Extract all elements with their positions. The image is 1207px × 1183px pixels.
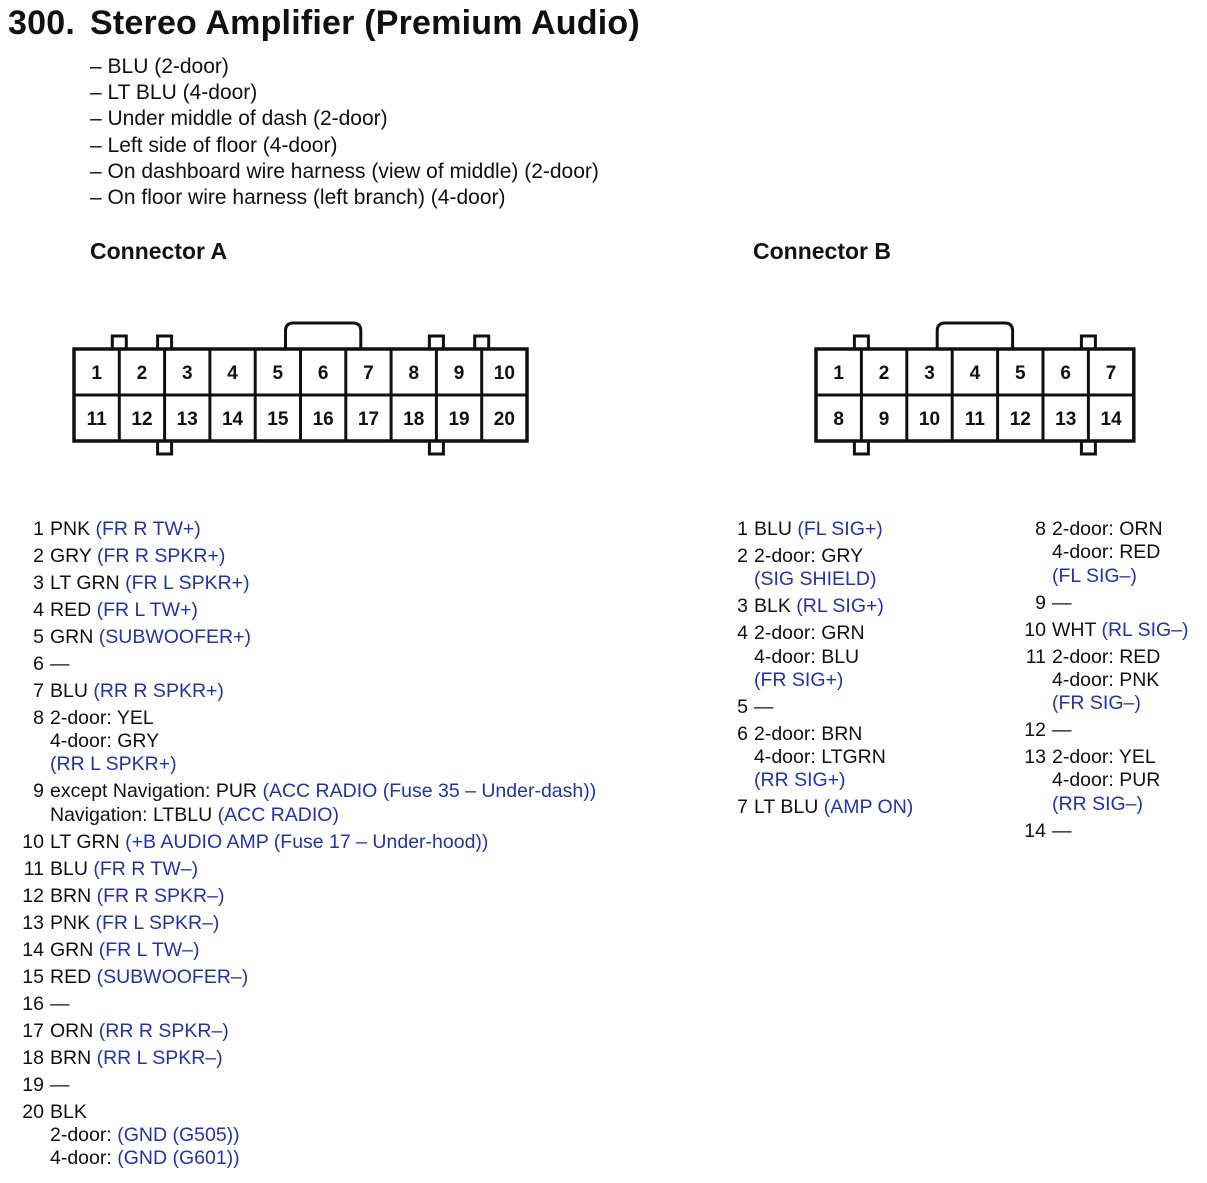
pin-entry (1020, 820, 1189, 843)
pin-description (748, 595, 884, 618)
wire-color: 2-door: (50, 1123, 112, 1146)
note-item: – BLU (2-door) (90, 55, 229, 78)
pin-entry (18, 572, 596, 595)
pin-entry (18, 858, 596, 881)
pin-description (748, 518, 883, 541)
signal-name: (ACC RADIO) (217, 803, 339, 826)
note-item: – On dashboard wire harness (view of middle) (2-door) (90, 159, 599, 183)
pin-number: 4 (33, 598, 44, 621)
connector-latch (937, 323, 1012, 349)
signal-name: (+B AUDIO AMP (Fuse 17 – Under-hood)) (125, 830, 489, 853)
pin-line (50, 572, 250, 595)
pin-description (1046, 592, 1072, 615)
pin-line (754, 545, 876, 568)
pin-entry (1020, 518, 1189, 588)
pin-number: 11 (23, 857, 44, 880)
pin-line (50, 599, 198, 622)
pin-entry (722, 723, 913, 793)
signal-name: (RR R SPKR+) (93, 679, 224, 702)
pin-line (50, 1124, 240, 1147)
signal-name: (FR L SPKR+) (125, 571, 250, 594)
pin-line (50, 831, 488, 854)
cavity-number: 16 (312, 409, 334, 430)
signal-name: (GND (G601)) (117, 1147, 240, 1170)
pin-description (44, 1047, 223, 1070)
cavity-number: 7 (363, 363, 374, 384)
pin-number: 8 (1035, 518, 1046, 540)
pin-line (50, 730, 177, 753)
cavity-number: 12 (131, 409, 153, 430)
pin-number: 2 (33, 544, 44, 567)
pin-number: 12 (1024, 719, 1046, 742)
cavity-number: 4 (969, 363, 981, 384)
pin-line (754, 518, 883, 541)
pin-entry (18, 653, 596, 676)
pin-number: 7 (33, 679, 44, 702)
component-number: 300. (8, 4, 75, 42)
pin-line (50, 1101, 240, 1124)
pin-description (748, 622, 865, 692)
pin-number: 6 (737, 722, 748, 745)
pin-number: 5 (33, 625, 44, 648)
pin-description (1046, 619, 1189, 642)
pin-description (748, 545, 876, 592)
pin-number: 1 (737, 518, 748, 540)
signal-name: (RL SIG+) (796, 595, 884, 618)
pin-line (50, 680, 224, 703)
pin-description (44, 1020, 229, 1043)
pin-entry (18, 626, 596, 649)
wire-color: LT GRN (50, 830, 120, 853)
pin-line (754, 696, 774, 719)
pin-description (44, 780, 596, 827)
cavity-number: 14 (221, 409, 244, 430)
pin-entry (722, 622, 913, 692)
pin-line (1052, 646, 1160, 669)
connector-b-diagram (0, 0, 1207, 470)
pin-description (1046, 746, 1160, 816)
signal-name: (RR L SPKR+) (50, 753, 177, 776)
pin-description (44, 939, 200, 962)
pin-description (44, 572, 250, 595)
wire-color: LT GRN (50, 571, 120, 594)
component-name: Stereo Amplifier (Premium Audio) (90, 4, 640, 42)
pin-line (50, 1074, 70, 1097)
pin-line (50, 939, 200, 962)
pin-entry (1020, 619, 1189, 642)
signal-name: (FR L SPKR–) (95, 911, 220, 934)
cavity-number: 13 (1055, 409, 1077, 430)
pin-line (50, 780, 596, 803)
pin-description (44, 885, 224, 908)
pin-line (754, 622, 865, 645)
pin-entry (18, 707, 596, 777)
pin-entry (18, 599, 596, 622)
pin-number: 9 (1035, 591, 1046, 614)
wire-color: Navigation: LTBLU (50, 803, 218, 826)
signal-name: (GND (G505)) (117, 1123, 240, 1146)
cavity-number: 19 (448, 409, 470, 430)
pin-line (754, 646, 865, 669)
connector-a-pin-list (18, 518, 596, 1174)
signal-name: (FR L TW+) (96, 598, 198, 621)
pin-line (50, 966, 248, 989)
pin-line (50, 804, 596, 827)
wire-color: except Navigation: PUR (50, 780, 258, 803)
pin-line (50, 653, 70, 676)
cavity-number: 8 (833, 409, 844, 430)
wire-color: 4-door: GRY (50, 730, 160, 753)
wire-color: 4-door: (50, 1147, 112, 1170)
signal-name: (RR R SPKR–) (98, 1019, 229, 1042)
pin-entry (18, 1020, 596, 1043)
pin-entry (722, 518, 913, 541)
wire-color: — (1052, 719, 1072, 742)
pin-description (1046, 646, 1160, 716)
pin-number: 5 (737, 695, 748, 718)
pin-entry (18, 831, 596, 854)
pin-entry (722, 796, 913, 819)
pin-description (1046, 820, 1072, 843)
wire-color: GRN (50, 625, 94, 648)
signal-name: (SUBWOOFER+) (98, 625, 251, 648)
pin-line (1052, 692, 1160, 715)
signal-name: (FL SIG+) (797, 518, 883, 540)
pin-line (754, 746, 886, 769)
cavity-number: 3 (181, 363, 193, 384)
pin-line (754, 796, 913, 819)
signal-name: (FR R TW–) (93, 857, 199, 880)
pin-number: 18 (22, 1046, 44, 1069)
pin-entry (722, 545, 913, 592)
pin-description (44, 993, 70, 1016)
pin-line (1052, 592, 1072, 615)
wire-color: BLU (50, 679, 88, 702)
wire-color: 2-door: ORN (1052, 518, 1163, 540)
wire-color: 4-door: BLU (754, 645, 860, 668)
pin-line (50, 545, 225, 568)
pin-number: 3 (33, 571, 44, 594)
pin-entry (1020, 719, 1189, 742)
pin-number: 14 (1024, 819, 1046, 842)
pin-number: 17 (22, 1019, 44, 1042)
signal-name: (FR R SPKR+) (96, 544, 226, 567)
wire-color: 4-door: PUR (1052, 769, 1161, 792)
wire-color: PNK (50, 518, 91, 540)
signal-name: (RR SIG+) (754, 769, 846, 792)
wire-color: BLU (754, 518, 792, 540)
pin-number: 3 (737, 595, 748, 618)
pin-description (748, 696, 774, 719)
pin-line (1052, 518, 1163, 541)
pin-number: 10 (22, 830, 44, 853)
pin-entry (18, 966, 596, 989)
pin-description (44, 599, 198, 622)
signal-name: (SUBWOOFER–) (96, 965, 249, 988)
pin-line (1052, 541, 1163, 564)
pin-line (50, 707, 177, 730)
pin-number: 4 (737, 622, 748, 645)
pin-entry (18, 993, 596, 1016)
wire-color: ORN (50, 1019, 94, 1042)
signal-name: (AMP ON) (823, 796, 914, 819)
cavity-number: 8 (408, 363, 420, 384)
pin-number: 9 (33, 780, 44, 803)
pin-line (50, 993, 70, 1016)
pin-entry (18, 912, 596, 935)
pin-line (1052, 669, 1160, 692)
wire-color: BLK (50, 1100, 87, 1123)
pin-line (1052, 565, 1163, 588)
pin-entry (1020, 646, 1189, 716)
wire-color: RED (50, 598, 92, 621)
pin-entry (18, 518, 596, 541)
note-item: – On floor wire harness (left branch) (4-door) (90, 186, 506, 210)
wire-color: 4-door: RED (1052, 541, 1161, 564)
pin-description (44, 966, 248, 989)
pin-line (50, 912, 219, 935)
wire-color: 2-door: BRN (754, 722, 863, 745)
signal-name: (FR L TW–) (98, 938, 200, 961)
signal-name: (FR R SPKR–) (96, 884, 225, 907)
wire-color: BLK (754, 595, 791, 618)
wire-color: — (50, 992, 70, 1015)
cavity-number: 3 (924, 363, 935, 384)
wire-color: BRN (50, 884, 92, 907)
pin-number: 20 (22, 1100, 44, 1123)
pin-number: 1 (33, 518, 44, 540)
pin-description (1046, 518, 1163, 588)
wire-color: — (1052, 819, 1072, 842)
pin-number: 8 (33, 706, 44, 729)
pin-description (748, 796, 913, 819)
pin-description (44, 707, 177, 777)
pin-number: 14 (22, 938, 44, 961)
connector-b-pin-list-right (1020, 518, 1189, 847)
cavity-number: 9 (878, 409, 890, 430)
cavity-number: 11 (86, 409, 107, 430)
cavity-number: 10 (493, 363, 515, 384)
signal-name: (FR R TW+) (95, 518, 201, 540)
pin-description (44, 858, 198, 881)
pin-line (50, 1147, 240, 1170)
pin-entry (18, 1101, 596, 1171)
cavity-number: 20 (493, 409, 515, 430)
pin-line (1052, 619, 1189, 642)
pin-entry (18, 1047, 596, 1070)
wire-color: LT BLU (754, 796, 819, 819)
cavity-number: 18 (403, 409, 425, 430)
pin-description (44, 545, 225, 568)
pin-entry (1020, 746, 1189, 816)
wire-color: 2-door: RED (1052, 645, 1161, 668)
signal-name: (SIG SHIELD) (754, 568, 877, 591)
cavity-number: 7 (1105, 363, 1117, 384)
pin-entry (18, 545, 596, 568)
pin-line (50, 626, 251, 649)
cavity-number: 5 (1015, 363, 1026, 384)
wire-color: 2-door: GRN (754, 622, 865, 645)
pin-line (50, 858, 198, 881)
wire-color: PNK (50, 911, 91, 934)
pin-line (50, 1047, 223, 1070)
signal-name: (RR SIG–) (1052, 792, 1144, 815)
connector-b-title: Connector B (753, 238, 891, 264)
pin-entry (722, 595, 913, 618)
pin-description (44, 518, 201, 541)
pin-description (44, 1074, 70, 1097)
pin-number: 2 (737, 544, 748, 567)
pin-number: 12 (22, 884, 44, 907)
cavity-number: 14 (1100, 409, 1122, 430)
signal-name: (FR SIG–) (1052, 692, 1141, 715)
pin-description (44, 653, 70, 676)
pin-number: 13 (1024, 746, 1046, 769)
wire-color: 2-door: GRY (754, 544, 864, 567)
note-item: – Under middle of dash (2-door) (90, 107, 388, 131)
pin-line (50, 753, 177, 776)
pin-line (50, 885, 224, 908)
pin-description (44, 626, 251, 649)
pin-entry (18, 780, 596, 827)
cavity-number: 17 (357, 409, 380, 430)
pin-description (44, 912, 219, 935)
wire-color: GRN (50, 938, 94, 961)
pin-number: 7 (737, 796, 748, 819)
cavity-number: 13 (176, 409, 198, 430)
wire-color: — (50, 1073, 70, 1096)
wire-color: — (1052, 591, 1072, 614)
pin-number: 6 (33, 652, 44, 675)
pin-line (754, 568, 876, 591)
pin-entry (18, 1074, 596, 1097)
pin-line (754, 769, 886, 792)
pin-description (44, 680, 224, 703)
pin-entry (18, 885, 596, 908)
pin-line (1052, 820, 1072, 843)
pin-description (44, 831, 488, 854)
cavity-number: 4 (227, 363, 238, 384)
signal-name: (FR SIG+) (754, 668, 844, 691)
pin-line (50, 1020, 229, 1043)
cavity-number: 11 (964, 409, 985, 430)
pin-line (754, 723, 886, 746)
pin-number: 11 (1025, 645, 1046, 668)
pin-entry (1020, 592, 1189, 615)
cavity-number: 12 (1009, 409, 1031, 430)
pin-number: 15 (22, 965, 44, 988)
pin-line (1052, 793, 1160, 816)
wire-color: — (50, 652, 70, 675)
pin-line (754, 595, 884, 618)
wire-color: BLU (50, 857, 88, 880)
wire-color: RED (50, 965, 92, 988)
connector-b-pin-list-left (722, 518, 913, 823)
signal-name: (RR L SPKR–) (96, 1046, 223, 1069)
signal-name: (RL SIG–) (1101, 618, 1189, 641)
wire-color: 2-door: YEL (1052, 746, 1156, 769)
pin-line (1052, 769, 1160, 792)
wire-color: — (754, 695, 774, 718)
cavity-number: 2 (136, 363, 148, 384)
pin-line (50, 518, 201, 541)
wire-color: 4-door: LTGRN (754, 746, 886, 769)
pin-entry (18, 680, 596, 703)
pin-number: 10 (1024, 618, 1046, 641)
cavity-number: 6 (317, 363, 329, 384)
wire-color: WHT (1052, 618, 1097, 641)
pin-number: 19 (22, 1073, 44, 1096)
pin-line (1052, 746, 1160, 769)
cavity-number: 1 (833, 363, 844, 384)
wire-color: GRY (50, 544, 92, 567)
pin-description (748, 723, 886, 793)
wire-color: 4-door: PNK (1052, 668, 1160, 691)
signal-name: (ACC RADIO (Fuse 35 – Under-dash)) (262, 780, 597, 803)
pin-number: 16 (22, 992, 44, 1015)
pin-number: 13 (22, 911, 44, 934)
cavity-number: 5 (272, 363, 284, 384)
wire-color: BRN (50, 1046, 92, 1069)
pin-line (754, 669, 865, 692)
pin-entry (18, 939, 596, 962)
cavity-number: 6 (1060, 363, 1071, 384)
note-item: – Left side of floor (4-door) (90, 133, 338, 157)
cavity-number: 1 (91, 363, 102, 384)
pin-line (1052, 719, 1072, 742)
wire-color: 2-door: YEL (50, 706, 154, 729)
note-item: – LT BLU (4-door) (90, 81, 258, 105)
connector-a-title: Connector A (90, 238, 228, 264)
cavity-number: 15 (267, 409, 289, 430)
cavity-number: 9 (453, 363, 465, 384)
pin-description (1046, 719, 1072, 742)
pin-description (44, 1101, 240, 1171)
cavity-number: 2 (878, 363, 890, 384)
cavity-number: 10 (918, 409, 941, 430)
pin-entry (722, 696, 913, 719)
signal-name: (FL SIG–) (1052, 564, 1137, 587)
